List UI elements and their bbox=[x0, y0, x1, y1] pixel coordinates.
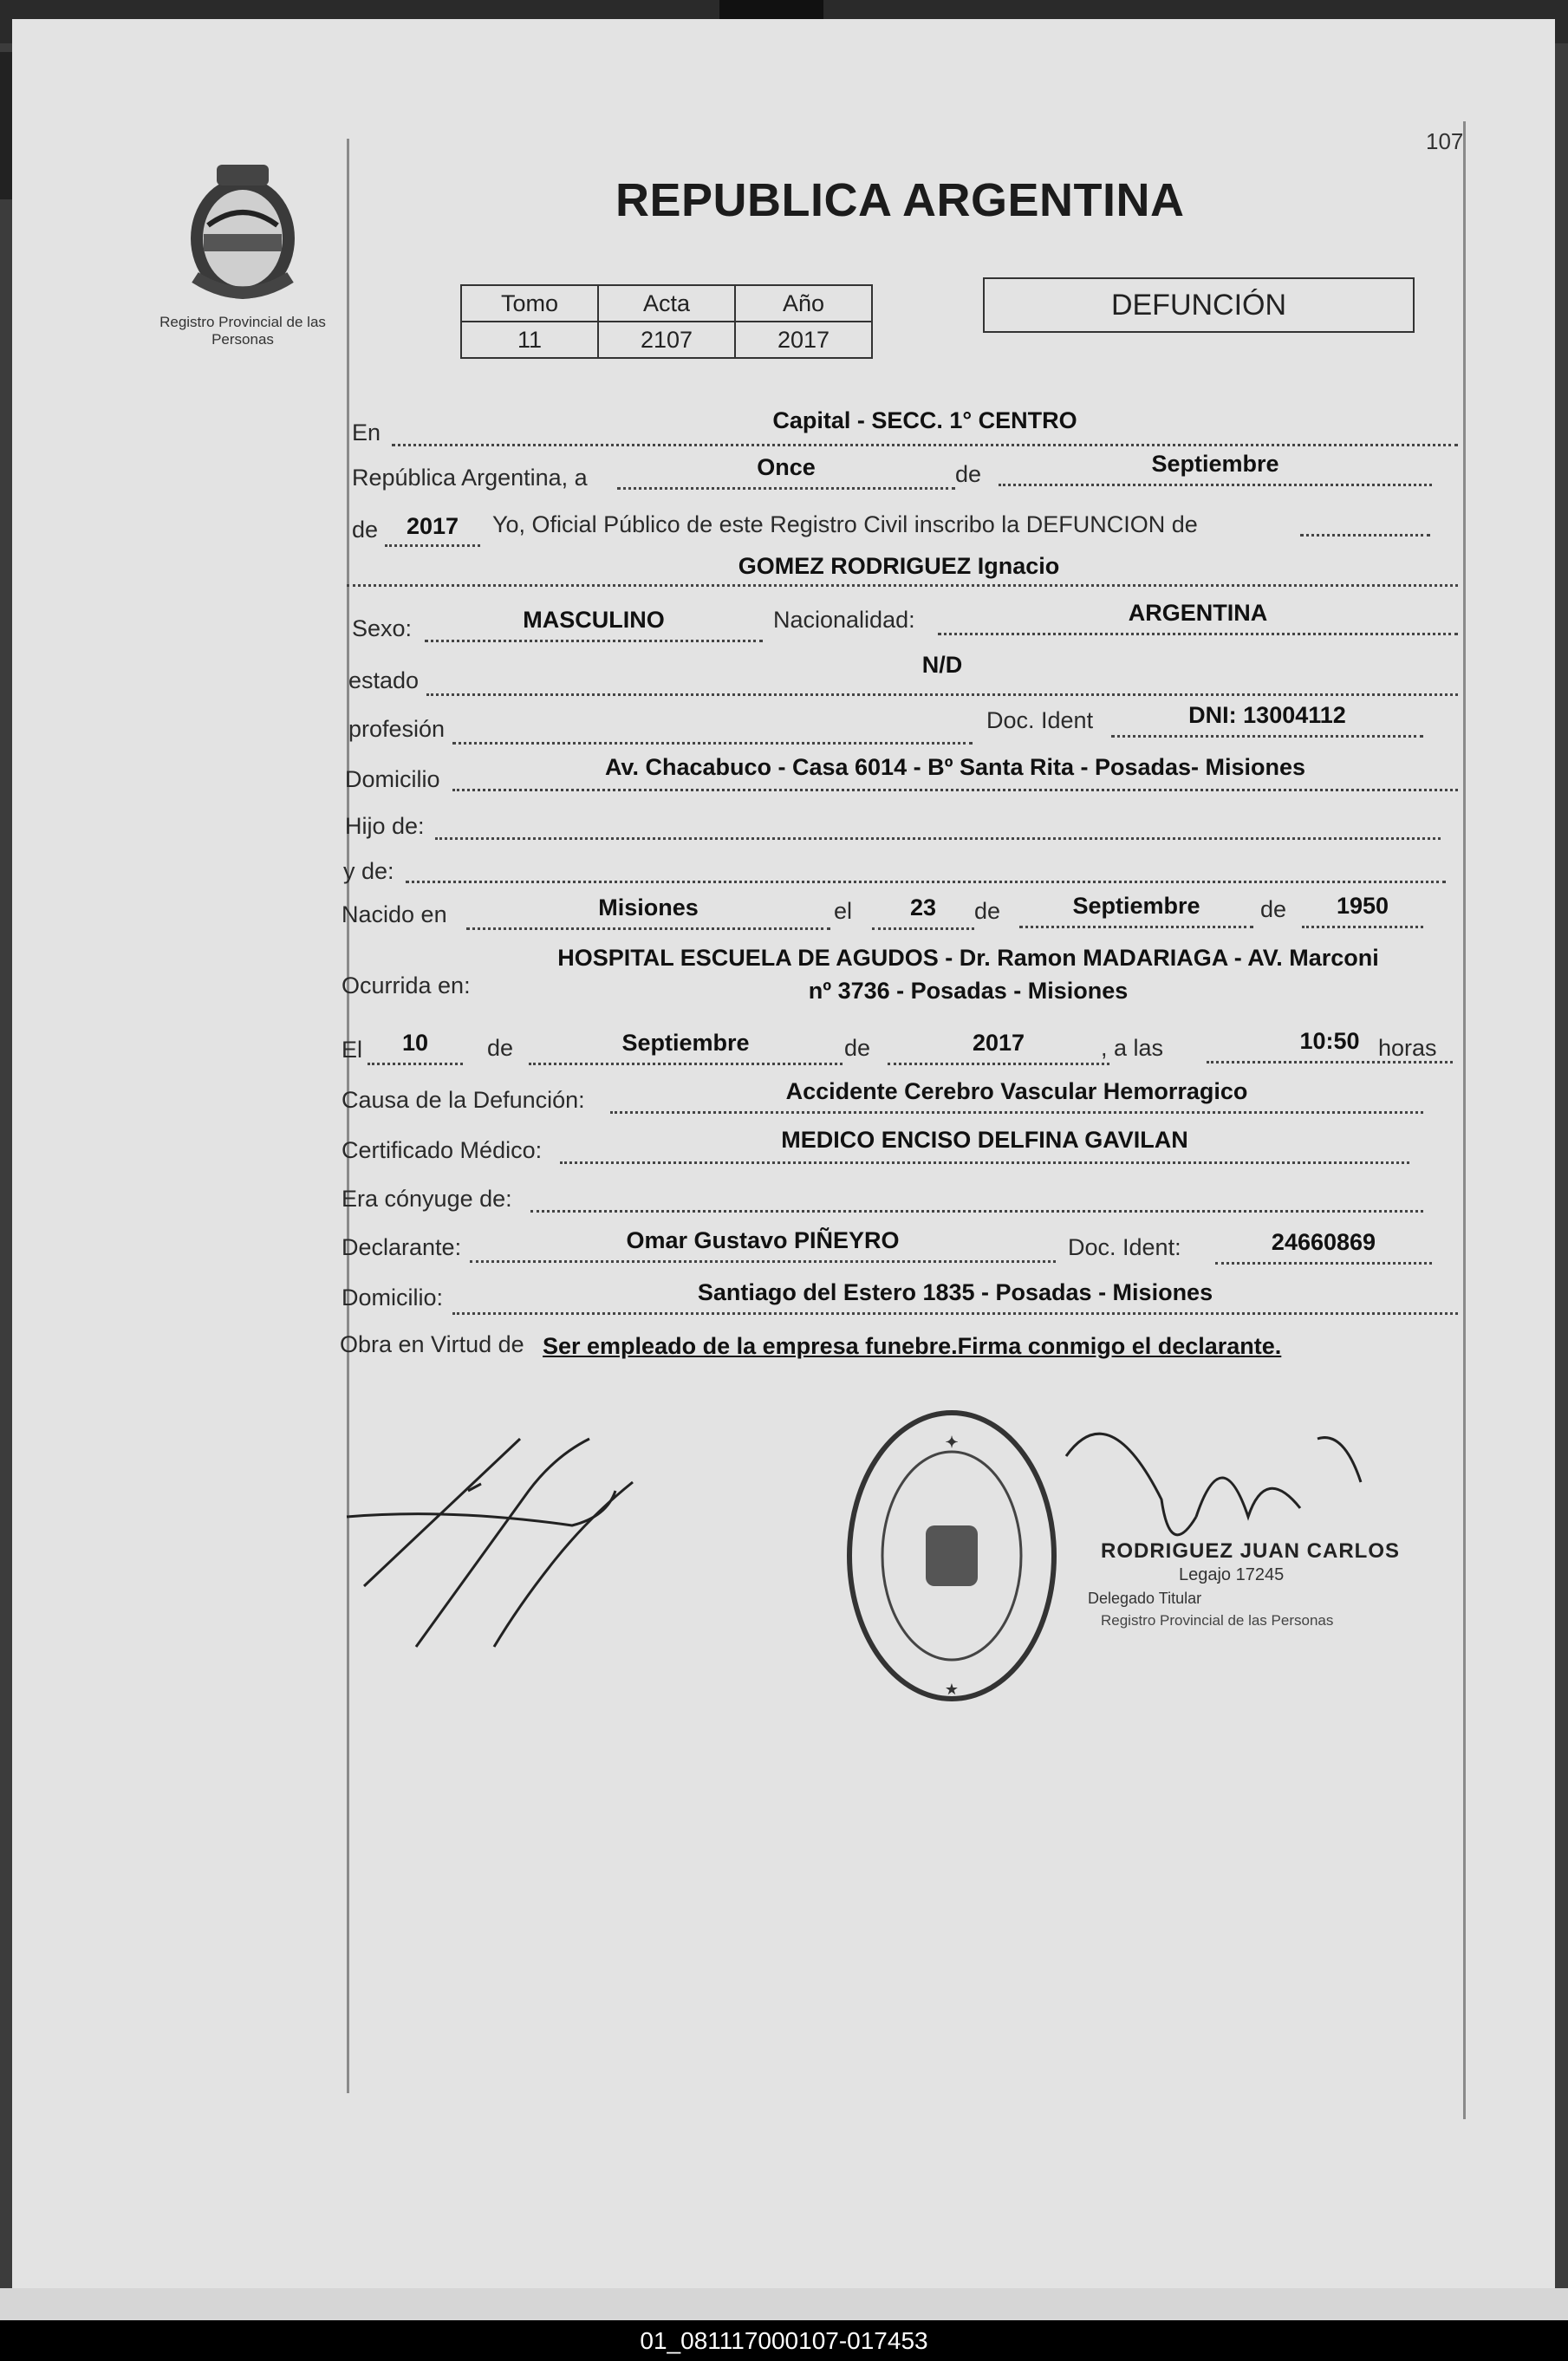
inscribo-text: Yo, Oficial Público de este Registro Civil inscribo la DEFUNCION de bbox=[492, 511, 1198, 537]
document-title: REPUBLICA ARGENTINA bbox=[615, 174, 1185, 226]
nac-dia-line bbox=[872, 927, 974, 930]
official-org: Registro Provincial de las Personas bbox=[1101, 1612, 1334, 1629]
estado-label: estado bbox=[348, 667, 420, 693]
republica-label: República Argentina, a bbox=[352, 465, 588, 491]
row-obra bbox=[340, 1321, 1467, 1363]
def-mes-value: Septiembre bbox=[621, 1030, 750, 1056]
domicilio-line bbox=[452, 789, 1458, 791]
row-inscribo bbox=[340, 501, 1467, 543]
declarante-line bbox=[470, 1260, 1056, 1263]
mes-value: Septiembre bbox=[1151, 451, 1279, 477]
next-page-edge bbox=[0, 2288, 1568, 2323]
row-estado bbox=[340, 650, 1467, 692]
cert-line bbox=[560, 1161, 1409, 1164]
yde-line bbox=[406, 881, 1446, 883]
nacionalidad-label: Nacionalidad: bbox=[773, 607, 915, 633]
registry-name: Registro Provincial de las Personas bbox=[159, 314, 326, 348]
obra-value: Ser empleado de la empresa funebre.Firma conmigo el declarante. bbox=[543, 1333, 1282, 1359]
nombre-value: GOMEZ RODRIGUEZ Ignacio bbox=[738, 553, 1060, 579]
official-legajo: Legajo 17245 bbox=[1179, 1565, 1285, 1584]
conyuge-line bbox=[530, 1210, 1423, 1213]
estado-value: N/D bbox=[921, 652, 963, 678]
inscribo-line bbox=[1300, 534, 1430, 537]
nacido-en-line bbox=[466, 927, 830, 930]
row-certificado bbox=[340, 1123, 1467, 1165]
row-declarante-domicilio bbox=[340, 1271, 1467, 1312]
nacionalidad-value: ARGENTINA bbox=[1128, 600, 1268, 626]
acta-header: Acta bbox=[598, 285, 735, 322]
hijo-line bbox=[435, 837, 1441, 840]
certificate-page bbox=[12, 19, 1555, 2320]
row-y-de bbox=[340, 846, 1467, 888]
causa-line bbox=[610, 1111, 1423, 1114]
row-nombre bbox=[340, 548, 1467, 589]
acta-reference-table bbox=[460, 284, 873, 359]
official-name: RODRIGUEZ JUAN CARLOS bbox=[1101, 1539, 1401, 1563]
de-label: de bbox=[955, 461, 982, 487]
nacido-label: Nacido en bbox=[342, 901, 447, 927]
decl-dom-label: Domicilio: bbox=[342, 1285, 444, 1311]
scan-clip bbox=[719, 0, 823, 19]
nac-mes-line bbox=[1019, 926, 1253, 928]
anio-header: Año bbox=[735, 285, 872, 322]
nac-dia-value: 23 bbox=[909, 894, 937, 920]
cert-value: MEDICO ENCISO DELFINA GAVILAN bbox=[781, 1127, 1188, 1153]
sexo-line bbox=[425, 640, 763, 642]
el-label: el bbox=[834, 898, 853, 924]
profesion-label: profesión bbox=[348, 716, 446, 742]
def-mes-line bbox=[529, 1063, 843, 1065]
official-role: Delegado Titular bbox=[1088, 1590, 1202, 1607]
de5-label: de bbox=[844, 1035, 871, 1061]
en-line bbox=[392, 444, 1458, 446]
de4-label: de bbox=[487, 1035, 514, 1061]
profesion-line bbox=[452, 742, 973, 745]
row-causa bbox=[340, 1075, 1467, 1116]
row-sexo-nacionalidad bbox=[340, 600, 1467, 641]
row-hijo-de bbox=[340, 801, 1467, 842]
anio-value: 2017 bbox=[735, 322, 872, 358]
official-signature-icon bbox=[1066, 1434, 1361, 1535]
sexo-value: MASCULINO bbox=[523, 607, 665, 633]
dia-texto-value: Once bbox=[757, 454, 816, 480]
obra-label: Obra en Virtud de bbox=[340, 1331, 524, 1357]
def-anio-line bbox=[888, 1063, 1109, 1065]
ocurrida-label: Ocurrida en: bbox=[342, 972, 471, 998]
row-declarante bbox=[340, 1220, 1467, 1262]
anio-line bbox=[385, 544, 480, 547]
def-dia-line bbox=[368, 1063, 463, 1065]
anio-pre-label: de bbox=[352, 517, 379, 543]
svg-text:★: ★ bbox=[944, 1681, 960, 1698]
ocurrida-line1: HOSPITAL ESCUELA DE AGUDOS - Dr. Ramon MADARIAGA - AV. Marconi bbox=[557, 945, 1379, 971]
row-fecha-inscripcion bbox=[340, 451, 1467, 492]
registry-seal-icon bbox=[849, 1413, 1054, 1699]
declarante-value: Omar Gustavo PIÑEYRO bbox=[626, 1227, 900, 1253]
hijo-label: Hijo de: bbox=[345, 813, 425, 839]
horas-label: horas bbox=[1378, 1035, 1437, 1061]
def-hora-value: 10:50 bbox=[1299, 1028, 1360, 1054]
en-value: Capital - SECC. 1° CENTRO bbox=[772, 407, 1077, 433]
nacido-en-value: Misiones bbox=[598, 894, 699, 920]
nacionalidad-line bbox=[938, 633, 1458, 635]
nac-anio-line bbox=[1302, 926, 1423, 928]
ocurrida-line2: nº 3736 - Posadas - Misiones bbox=[808, 978, 1129, 1004]
nac-anio-value: 1950 bbox=[1336, 893, 1389, 919]
svg-text:✦: ✦ bbox=[945, 1434, 959, 1451]
yde-label: y de: bbox=[343, 858, 394, 884]
mes-line bbox=[999, 484, 1432, 486]
row-en bbox=[340, 407, 1467, 449]
conyuge-label: Era cónyuge de: bbox=[342, 1186, 512, 1212]
causa-value: Accidente Cerebro Vascular Hemorragico bbox=[785, 1078, 1248, 1104]
decl-dom-line bbox=[452, 1312, 1458, 1315]
province-crest-icon bbox=[178, 156, 308, 303]
domicilio-label: Domicilio bbox=[345, 766, 440, 792]
doc-label: Doc. Ident bbox=[986, 707, 1094, 733]
tomo-value: 11 bbox=[461, 322, 598, 358]
def-dia-value: 10 bbox=[401, 1030, 429, 1056]
doc-value: DNI: 13004112 bbox=[1188, 702, 1346, 728]
row-conyuge bbox=[340, 1174, 1467, 1215]
record-type-box: DEFUNCIÓN bbox=[983, 277, 1415, 333]
anio-value: 2017 bbox=[406, 513, 459, 539]
de3-label: de bbox=[1260, 896, 1287, 922]
decl-doc-value: 24660869 bbox=[1271, 1229, 1376, 1255]
doc-line bbox=[1111, 735, 1423, 738]
acta-value: 2107 bbox=[598, 322, 735, 358]
decl-doc-line bbox=[1215, 1262, 1432, 1265]
row-profesion-doc bbox=[340, 700, 1467, 742]
alas-label: , a las bbox=[1101, 1035, 1164, 1061]
decl-doc-label: Doc. Ident: bbox=[1068, 1234, 1181, 1260]
cert-label: Certificado Médico: bbox=[342, 1137, 543, 1163]
folio-number: 107 bbox=[1426, 128, 1464, 154]
causa-label: Causa de la Defunción: bbox=[342, 1087, 585, 1113]
domicilio-value: Av. Chacabuco - Casa 6014 - Bº Santa Rita - Posadas- Misiones bbox=[604, 754, 1306, 780]
tomo-header: Tomo bbox=[461, 285, 598, 322]
nombre-line bbox=[347, 584, 1458, 587]
row-fecha-defuncion bbox=[340, 1024, 1467, 1066]
declarante-label: Declarante: bbox=[342, 1234, 462, 1260]
dia-line bbox=[617, 487, 955, 490]
def-anio-value: 2017 bbox=[972, 1030, 1025, 1056]
estado-line bbox=[426, 693, 1458, 696]
scan-file-id: 01_081117000107-017453 bbox=[640, 2327, 928, 2354]
row-ocurrida bbox=[340, 940, 1467, 1009]
en-label: En bbox=[352, 420, 381, 446]
sexo-label: Sexo: bbox=[352, 615, 413, 641]
row-domicilio bbox=[340, 751, 1467, 792]
nac-mes-value: Septiembre bbox=[1072, 893, 1200, 919]
de2-label: de bbox=[974, 898, 1001, 924]
row-nacido bbox=[340, 889, 1467, 931]
el2-label: El bbox=[342, 1037, 363, 1063]
declarant-signature-icon bbox=[347, 1439, 633, 1647]
decl-dom-value: Santiago del Estero 1835 - Posadas - Misiones bbox=[697, 1279, 1213, 1305]
